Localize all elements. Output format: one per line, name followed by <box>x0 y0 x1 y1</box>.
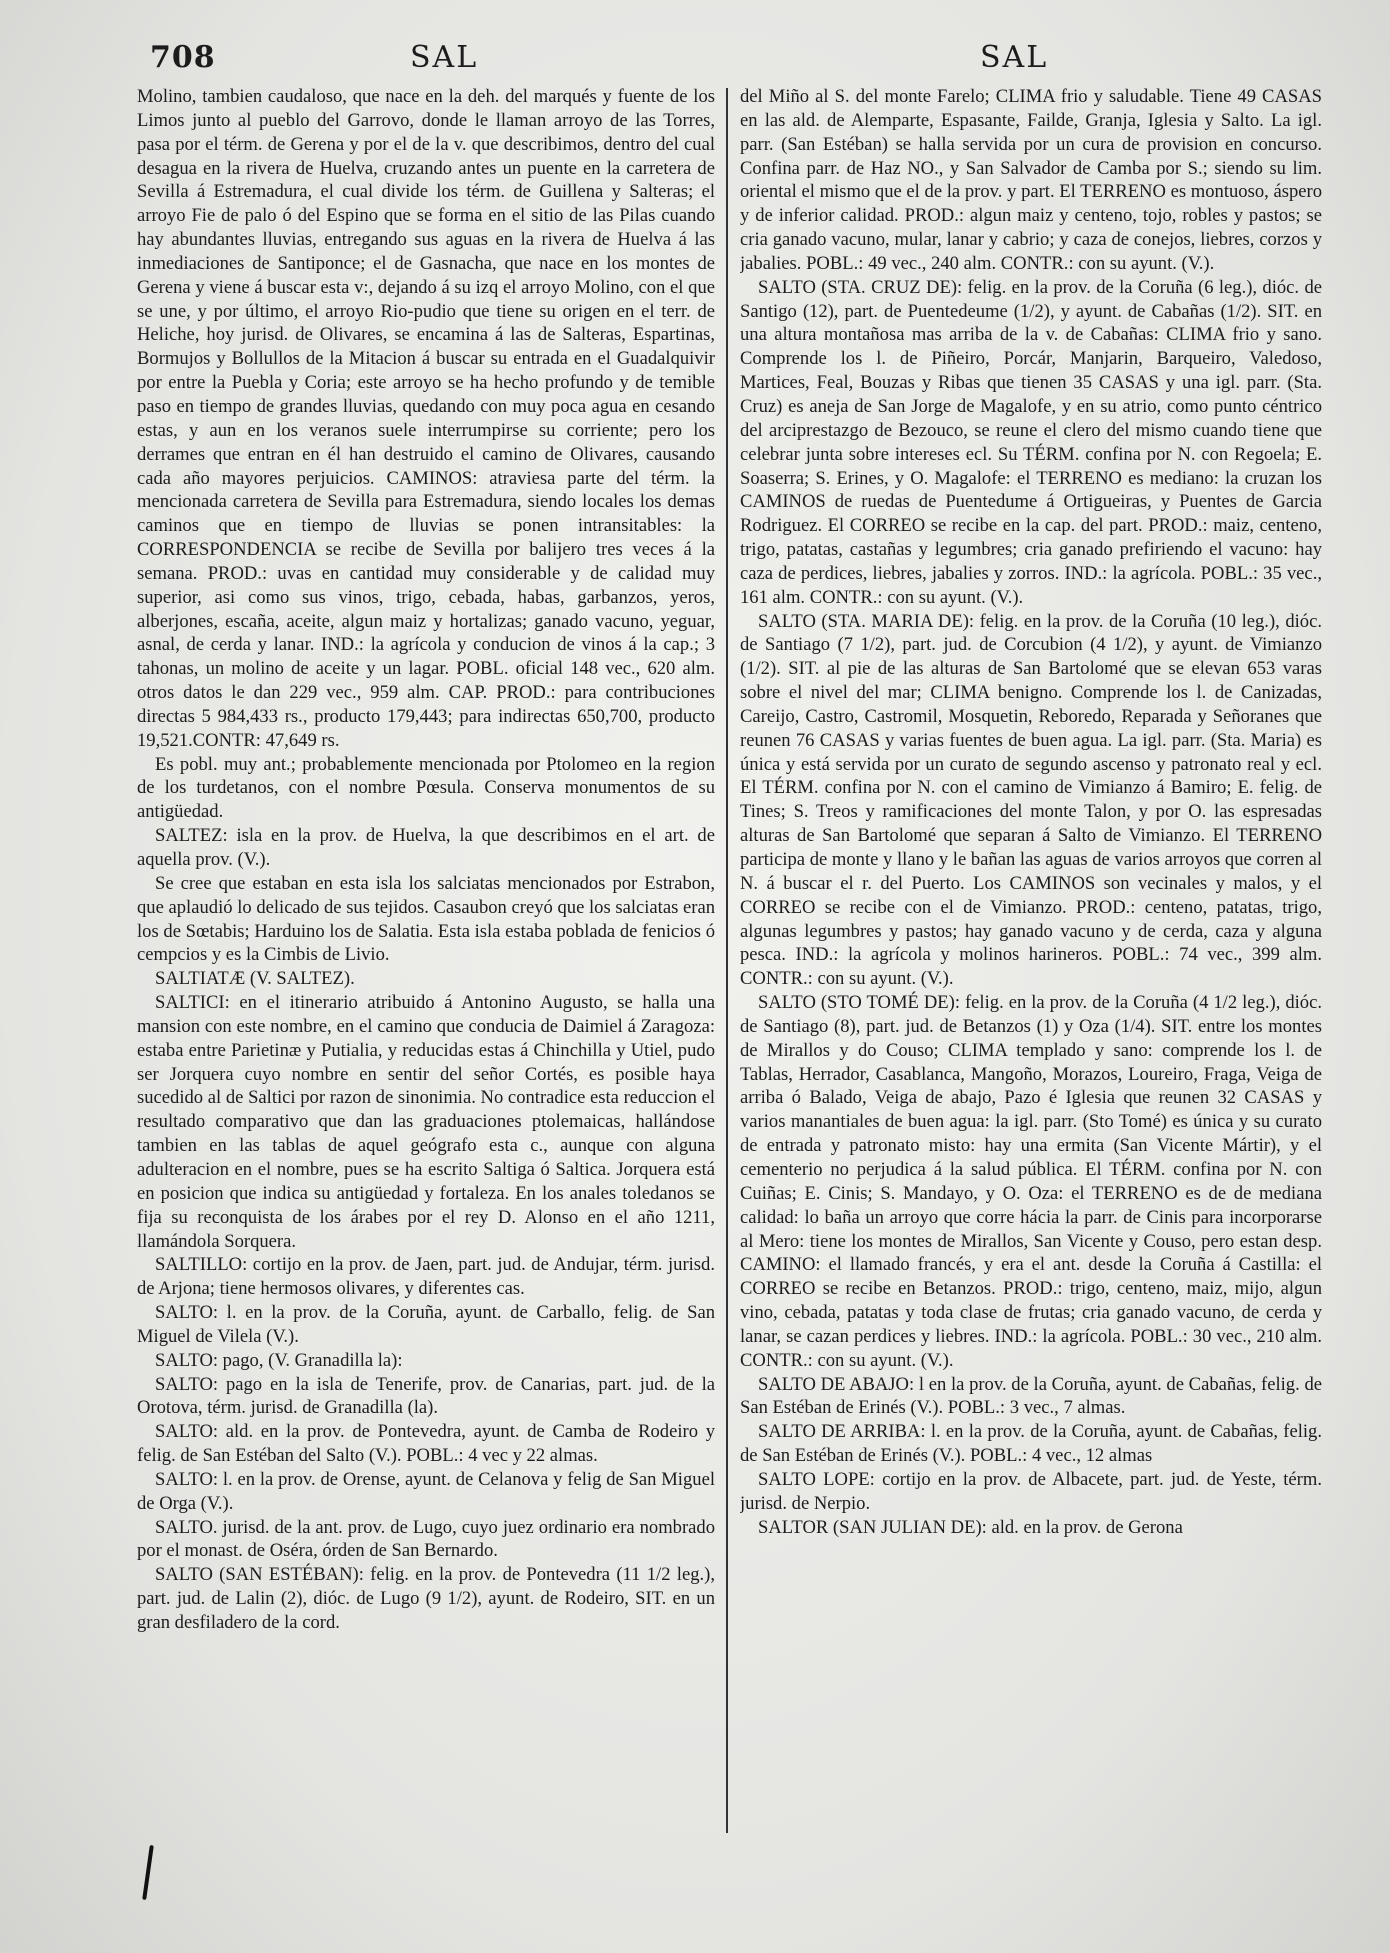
entry-paragraph: SALTO (STA. CRUZ DE): felig. en la prov. de la Coruña (6 leg.), dióc. de Santigo (12), part. de Puentedeume (1/2), y ayunt. de Cabañas (1/2). SIT. en una altura montañosa mas arriba de la v. de Cabañas: CLIMA frio y sano. Comprende los l. de Piñeiro, Porcár, Manjarin, Barqueiro, Valedoso, Martices, Feal, Bouzas y Ribas que tienen 35 CASAS y una igl. parr. (Sta. Cruz) es aneja de San Jorge de Magalofe, y en su atrio, como punto céntrico del arciprestazgo de Bezouco, se reune el clero del mismo cuando tiene que celebrar junta sobre intereses ecl. Su TÉRM. confina por N. con Regoela; E. Soaserra; S. Erines, y O. Magalofe: el TERRENO es mediano: la cruzan los CAMINOS de ruedas de Puentedume á Ortigueiras, y Puentes de Garcia Rodriguez. El CORREO se recibe en la cap. del part. PROD.: maiz, centeno, trigo, patatas, castañas y legumbres; cria ganado prefiriendo el vacuno: hay caza de perdices, liebres, jabalies y zorros. IND.: la agrícola. POBL.: 35 vec., 161 alm. CONTR.: con su ayunt. (V.). <box>740 276 1322 608</box>
entry-paragraph: SALTO DE ARRIBA: l. en la prov. de la Coruña, ayunt. de Cabañas, felig. de San Estéban de Erinés (V.). POBL.: 4 vec., 12 almas <box>740 1421 1322 1467</box>
entry-paragraph: SALTO: pago en la isla de Tenerife, prov. de Canarias, part. jud. de la Orotova, térm. jurisd. de Granadilla (la). <box>137 1373 715 1419</box>
entry-paragraph: SALTICI: en el itinerario atribuido á Antonino Augusto, se halla una mansion con este nombre, en el camino que conducia de Daimiel á Zaragoza: estaba entre Parietinæ y Putialia, y reducidas estas á Chinchilla y Utiel, pudo ser Jorquera cuyo nombre en sentir del señor Cortés, es posible haya sucedido al de Saltici por razon de sinonimia. No contradice esta reduccion el resultado comparativo que dan las graduaciones ptolemaicas, hallándose tambien en las tablas de aquel geógrafo esta c., aunque con alguna adulteracion en el nombre, pues se ha escrito Saltiga ó Saltica. Jorquera está en posicion que indica su antigüedad y fortaleza. En los anales toledanos se fija su reconquista de los árabes por el rey D. Alonso en el año 1211, llamándola Sorquera. <box>137 992 715 1252</box>
entry-paragraph: SALTO (STA. MARIA DE): felig. en la prov. de la Coruña (10 leg.), dióc. de Santiago (7 1/2), part. jud. de Corcubion (4 1/2), y ayunt. de Vimianzo (1/2). SIT. al pie de las alturas de San Bartolomé que se elevan 653 varas sobre el nivel del mar; CLIMA benigno. Comprende los l. de Canizadas, Careijo, Castro, Castromil, Mosquetin, Reboredo, Reparada y Señoranes que reunen 76 CASAS y varias fuentes de buen agua. La igl. parr. (Sta. Maria) es única y está servida por un curato de segundo ascenso y patronato real y ecl. El TÉRM. confina por N. con el camino de Vimianzo á Bamiro; E. felig. de Tines; S. Treos y ramificaciones del monte Talon, y por O. las espresadas alturas de San Bartolomé que separan á Salto de Vimianzo. El TERRENO participa de monte y llano y le bañan las aguas de varios arroyos que corren al N. á buscar el r. del Puerto. Los CAMINOS son vecinales y malos, y el CORREO se recibe con el de Vimianzo. PROD.: centeno, patatas, trigo, algunas legumbres y pastos; hay ganado vacuno y de cerda, caza y alguna pesca. IND.: la agrícola y molinos harineros. POBL.: 74 vec., 399 alm. CONTR.: con su ayunt. (V.). <box>740 610 1322 990</box>
entry-paragraph: SALTO (STO TOMÉ DE): felig. en la prov. de la Coruña (4 1/2 leg.), dióc. de Santiago (8), part. jud. de Betanzos (1) y Oza (1/4). SIT. entre los montes de Mirallos y do Couso; CLIMA templado y sano: comprende los l. de Tablas, Herrador, Casablanca, Mangoño, Morazos, Loureiro, Fraga, Veiga de arriba ó Balado, Veiga de abajo, Pazo é Iglesia que reunen 32 CASAS y varios manantiales de buen agua: la igl. parr. (Sto Tomé) es única y su curato de entrada y patronato misto: hay una ermita (San Vicente Mártir), y el cementerio no perjudica á la salud pública. El TÉRM. confina por N. con Cuiñas; E. Cinis; S. Mandayo, y O. Oza: el TERRENO es de de mediana calidad: lo baña un arroyo que corre hácia la parr. de Cinis para incorporarse al Mero: tiene los montes de Mirallos, San Vicente y Couso, pero estan desp. CAMINO: el llamado francés, y era el ant. desde la Coruña á Castilla: el CORREO se recibe en Betanzos. PROD.: trigo, centeno, maiz, mijo, algun vino, cebada, patatas y toda clase de frutas; cria ganado vacuno, de cerda y lanar, se cazan perdices y liebres. IND.: la agrícola. POBL.: 30 vec., 210 alm. CONTR.: con su ayunt. (V.). <box>740 992 1322 1371</box>
entry-paragraph: SALTO: l. en la prov. de la Coruña, ayunt. de Carballo, felig. de San Miguel de Vilela (V.). <box>137 1302 715 1347</box>
entry-paragraph: SALTO: pago, (V. Granadilla la): <box>155 1349 403 1371</box>
right-column <box>740 85 1322 1935</box>
entry-paragraph: Es pobl. muy ant.; probablemente mencionada por Ptolomeo en la region de los turdetanos, con el nombre Pœsula. Conserva monumentos de su antigüedad. <box>137 753 715 823</box>
entry-paragraph: SALTO. jurisd. de la ant. prov. de Lugo, cuyo juez ordinario era nombrado por el monast. de Oséra, órden de San Bernardo. <box>137 1516 715 1562</box>
entry-paragraph: SALTO: ald. en la prov. de Pontevedra, ayunt. de Camba de Rodeiro y felig. de San Estéban del Salto (V.). POBL.: 4 vec y 22 almas. <box>137 1421 715 1467</box>
left-column <box>137 85 715 1935</box>
entry-paragraph: SALTO DE ABAJO: l en la prov. de la Coruña, ayunt. de Cabañas, felig. de San Estéban de Erinés (V.). POBL.: 3 vec., 7 almas. <box>740 1373 1322 1419</box>
entry-paragraph: del Miño al S. del monte Farelo; CLIMA frio y saludable. Tiene 49 CASAS en las ald. de Alemparte, Espasante, Failde, Granja, Iglesia y Salto. La igl. parr. (San Estéban) se halla servida por un cura de provision en concurso. Confina parr. de Haz NO., y San Salvador de Camba por S.; siendo su lim. oriental el mismo que el de la prov. y part. El TERRENO es montuoso, áspero y de inferior calidad. PROD.: algun maiz y centeno, tojo, robles y pastos; se cria ganado vacuno, mular, lanar y cabrio; y caza de conejos, liebres, corzos y jabalies. POBL.: 49 vec., 240 alm. CONTR.: con su ayunt. (V.). <box>740 86 1322 274</box>
entry-paragraph: SALTEZ: isla en la prov. de Huelva, la que describimos en el art. de aquella prov. (V.). <box>137 825 715 870</box>
entry-paragraph: SALTIATÆ (V. SALTEZ). <box>155 968 355 990</box>
column-divider <box>726 88 728 1833</box>
entry-paragraph: SALTO (SAN ESTÉBAN): felig. en la prov. de Pontevedra (11 1/2 leg.), part. jud. de Lalin (2), dióc. de Lugo (9 1/2), ayunt. de Rodeiro, SIT. en un gran desfiladero de la cord. <box>137 1564 715 1633</box>
page-number: 708 <box>150 40 216 75</box>
entry-paragraph: SALTOR (SAN JULIAN DE): ald. en la prov. de Gerona <box>758 1516 1183 1538</box>
entry-paragraph: SALTILLO: cortijo en la prov. de Jaen, part. jud. de Andujar, térm. jurisd. de Arjona; tiene hermosos olivares, y diferentes cas. <box>137 1254 715 1300</box>
entry-paragraph: SALTO LOPE: cortijo en la prov. de Albacete, part. jud. de Yeste, térm. jurisd. de Nerpio. <box>740 1468 1322 1514</box>
entry-paragraph: Se cree que estaban en esta isla los salciatas mencionados por Estrabon, que aplaudió lo delicado de sus tejidos. Casaubon creyó que los salciatas eran los de Sœtabis; Harduino los de Salatia. Esta isla estaba poblada de fenicios ó cempcios y es la Cimbis de Livio. <box>137 872 715 966</box>
entry-paragraph: SALTO: l. en la prov. de Orense, ayunt. de Celanova y felig de San Miguel de Orga (V.). <box>137 1468 715 1514</box>
entry-paragraph: Molino, tambien caudaloso, que nace en la deh. del marqués y fuente de los Limos junto al pueblo del Garrovo, donde le llaman arroyo de las Torres, pasa por el térm. de Gerena y por el de la v. que describimos, dentro del cual desagua en la rivera de Huelva, cruzando antes un puente en la carretera de Sevilla á Estremadura, el cual divide los térm. de Guillena y Salteras; el arroyo Fie de palo ó del Espino que se forma en el sitio de las Pilas cuando hay abundantes lluvias, entregando sus aguas en la rivera de Huelva á las inmediaciones de Santiponce; el de Gasnacha, que nace en los montes de Gerena y viene á buscar esta v:, dejando á su izq el arroyo Molino, con el que se une, y por último, el arroyo Rio-pudio que tiene su origen en el terr. de Heliche, hoy jurisd. de Olivares, se encamina á las de Salteras, Espartinas, Bormujos y Bollullos de la Mitacion á buscar su entrada en el Guadalquivir por entre la Puebla y Coria; este arroyo se ha hecho profundo y de temible paso en tiempo de grandes lluvias, quedando con muy poca agua en cesando estas, y aun en los veranos suele interrumpirse su corriente; pero los derrames que entran en él han destruido el camino de Olivares, causando cada año mayores perjuicios. CAMINOS: atraviesa parte del térm. la mencionada carretera de Sevilla para Estremadura, siendo locales los demas caminos que en tiempo de lluvias se ponen intransitables: la CORRESPONDENCIA se recibe de Sevilla por balijero tres veces á la semana. PROD.: uvas en cantidad muy considerable y de calidad muy superior, asi como sus vinos, trigo, cebada, habas, garbanzos, yeros, alberjones, escaña, aceite, algun maiz y hortalizas; ganado vacuno, yeguar, asnal, de cerda y lanar. IND.: la agrícola y conducion de vinos á la cap.; 3 tahonas, un molino de aceite y un lagar. POBL. oficial 148 vec., 620 alm. otros datos le dan 229 vec., 959 alm. CAP. PROD.: para contribuciones directas 5 984,433 rs., producto 179,443; para indirectas 650,700, producto 19,521.CONTR: 47,649 rs. <box>137 86 715 751</box>
running-head-right: SAL <box>980 40 1049 75</box>
running-head-left: SAL <box>410 40 479 75</box>
